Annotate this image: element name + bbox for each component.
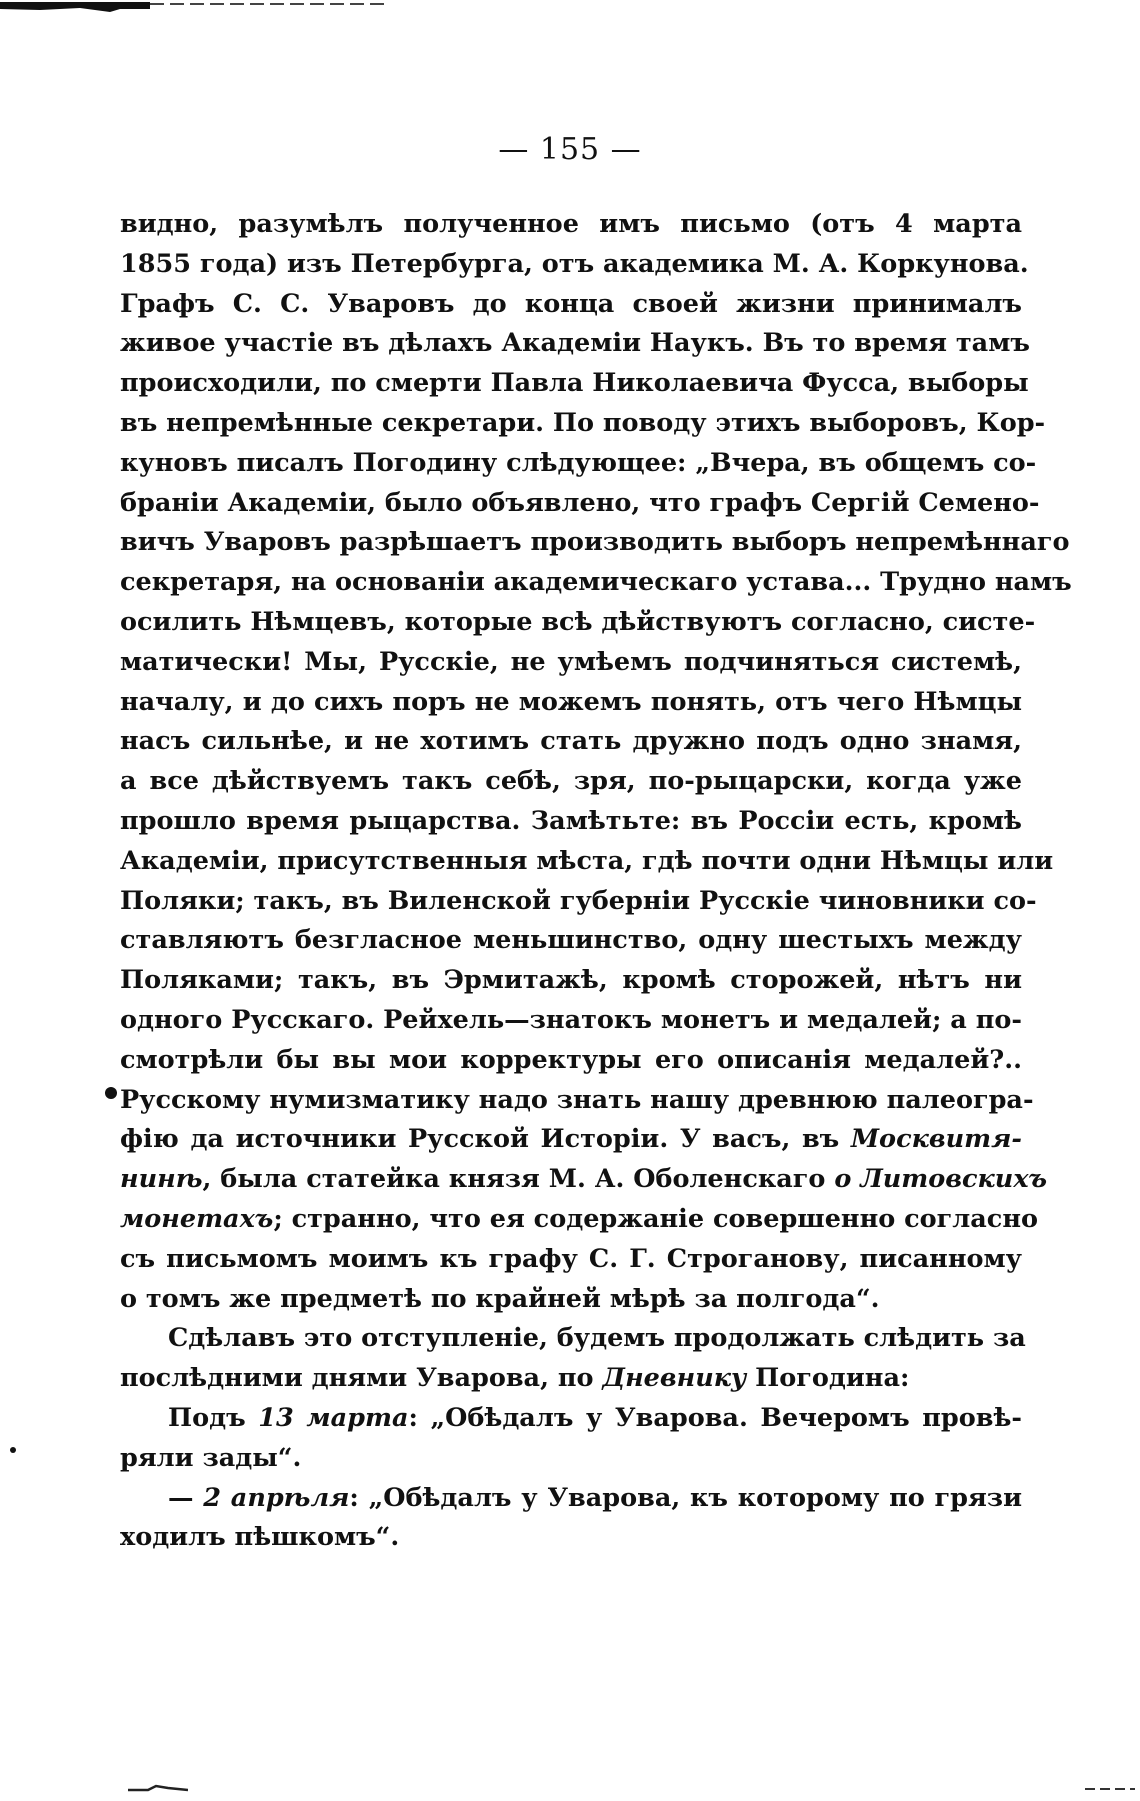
italic-text: Дневнику bbox=[602, 1363, 747, 1394]
text-segment: а все дѣйствуемъ такъ себѣ, зря, по-рыцарски, когда уже bbox=[120, 766, 1022, 797]
text-line bbox=[120, 1160, 1048, 1200]
text-segment: фію да источники Русской Исторіи. У васъ, въ bbox=[120, 1124, 851, 1155]
text-segment: съ письмомъ моимъ къ графу С. Г. Строганову, писанному bbox=[120, 1243, 1022, 1274]
text-segment: въ непремѣнные секретари. По поводу этихъ выборовъ, Кор- bbox=[120, 407, 1046, 438]
text-line bbox=[120, 245, 1029, 285]
scan-edge-mark-bottom-right bbox=[1085, 1786, 1135, 1792]
text-segment: Русскому нумизматику надо знать нашу древнюю палеогра- bbox=[120, 1084, 1034, 1115]
text-line bbox=[120, 205, 1022, 245]
text-segment: 1855 года) изъ Петербурга, отъ академика М. А. Коркунова. bbox=[120, 248, 1029, 279]
text-segment: Поляками; такъ, въ Эрмитажѣ, кромѣ сторожей, нѣтъ ни bbox=[120, 965, 1022, 996]
text-line bbox=[120, 444, 1037, 484]
text-segment: секретаря, на основаніи академическаго устава... Трудно намъ bbox=[120, 567, 1072, 598]
text-line bbox=[120, 1041, 1022, 1081]
italic-text: о Литовскихъ bbox=[834, 1164, 1048, 1195]
text-line bbox=[120, 404, 1046, 444]
text-line bbox=[120, 921, 1022, 961]
scan-edge-mark-bottom bbox=[128, 1784, 188, 1792]
italic-text: монетахъ bbox=[120, 1203, 274, 1234]
text-line bbox=[120, 1439, 1022, 1479]
text-line bbox=[120, 1518, 1022, 1558]
text-segment: Академіи, присутственныя мѣста, гдѣ почти одни Нѣмцы или bbox=[120, 845, 1054, 876]
text-segment: Подъ bbox=[168, 1402, 259, 1433]
text-segment: видно, разумѣлъ полученное имъ письмо (отъ 4 марта bbox=[120, 209, 1022, 239]
text-segment: ходилъ пѣшкомъ“. bbox=[120, 1522, 400, 1553]
text-segment: одного Русскаго. Рейхель—знатокъ монетъ и медалей; а по- bbox=[120, 1004, 1022, 1035]
text-line bbox=[120, 324, 1030, 364]
body-text bbox=[120, 205, 1072, 1558]
text-line bbox=[120, 1120, 1022, 1160]
text-segment: Поляки; такъ, въ Виленской губерніи Русскіе чиновники со- bbox=[120, 885, 1037, 916]
text-line bbox=[120, 484, 1040, 524]
text-segment: браніи Академіи, было объявлено, что графъ Сергій Семено- bbox=[120, 487, 1040, 518]
text-segment: началу, и до сихъ поръ не можемъ понять, отъ чего Нѣмцы bbox=[120, 686, 1022, 717]
text-segment: куновъ писалъ Погодину слѣдующее: „Вчера, въ общемъ со- bbox=[120, 447, 1037, 478]
text-segment: о томъ же предметѣ по крайней мѣрѣ за полгода“. bbox=[120, 1283, 880, 1314]
text-line bbox=[120, 882, 1037, 922]
text-line bbox=[120, 1240, 1022, 1280]
text-segment: живое участіе въ дѣлахъ Академіи Наукъ. Въ то время тамъ bbox=[120, 328, 1030, 359]
text-segment: ; странно, что ея содержаніе совершенно согласно bbox=[273, 1203, 1038, 1234]
text-segment: смотрѣли бы вы мои корректуры его описанія медалей?.. bbox=[120, 1044, 1022, 1075]
text-line bbox=[120, 1280, 1022, 1320]
italic-text: Москвитя- bbox=[850, 1124, 1022, 1155]
text-segment: осилить Нѣмцевъ, которые всѣ дѣйствуютъ согласно, систе- bbox=[120, 606, 1036, 637]
text-segment: Графъ С. С. Уваровъ до конца своей жизни принималъ bbox=[120, 288, 1022, 319]
text-line bbox=[120, 683, 1022, 723]
text-segment: вичъ Уваровъ разрѣшаетъ производить выборъ непремѣннаго bbox=[120, 527, 1070, 558]
margin-ink-dot-small bbox=[10, 1447, 16, 1453]
text-line bbox=[120, 762, 1022, 802]
text-segment: прошло время рыцарства. Замѣтьте: въ Россіи есть, кромѣ bbox=[120, 805, 1022, 836]
text-segment: насъ сильнѣе, и не хотимъ стать дружно подъ одно знамя, bbox=[120, 726, 1022, 757]
text-line bbox=[120, 842, 1054, 882]
text-segment: , была статейка князя М. А. Оболенскаго bbox=[202, 1164, 835, 1195]
italic-text: нинѣ bbox=[120, 1164, 203, 1195]
text-line bbox=[120, 364, 1029, 404]
text-line bbox=[120, 1200, 1038, 1240]
text-line bbox=[120, 563, 1072, 603]
text-segment: : „Обѣдалъ у Уварова. Вечеромъ провѣ- bbox=[408, 1402, 1022, 1433]
text-line bbox=[120, 961, 1022, 1001]
text-line bbox=[120, 603, 1036, 643]
text-segment: матически! Мы, Русскіе, не умѣемъ подчиняться системѣ, bbox=[120, 646, 1022, 677]
text-segment: послѣдними днями Уварова, по bbox=[120, 1363, 603, 1394]
text-line bbox=[120, 1081, 1034, 1121]
text-line bbox=[120, 802, 1022, 842]
text-line bbox=[120, 1479, 1022, 1519]
italic-text: 2 апрѣля bbox=[203, 1482, 350, 1513]
text-line bbox=[120, 1359, 1022, 1399]
text-segment: : „Обѣдалъ у Уварова, къ которому по грязи bbox=[349, 1482, 1022, 1513]
text-line bbox=[120, 643, 1022, 683]
text-line bbox=[120, 722, 1022, 762]
text-segment: ставляютъ безгласное меньшинство, одну шестыхъ между bbox=[120, 925, 1022, 956]
scan-edge-mark-top bbox=[0, 0, 390, 14]
text-line bbox=[120, 1001, 1022, 1041]
text-line bbox=[120, 523, 1070, 563]
text-segment: ряли зады“. bbox=[120, 1442, 302, 1473]
italic-text: 13 марта bbox=[258, 1402, 409, 1433]
text-line bbox=[120, 285, 1022, 325]
text-line bbox=[120, 1319, 1026, 1359]
text-segment: Погодина: bbox=[746, 1363, 910, 1394]
text-segment: Сдѣлавъ это отступленіе, будемъ продолжать слѣдить за bbox=[168, 1323, 1026, 1354]
text-segment: — bbox=[168, 1482, 204, 1513]
text-line bbox=[120, 1399, 1022, 1439]
text-segment: происходили, по смерти Павла Николаевича Фусса, выборы bbox=[120, 368, 1029, 399]
margin-ink-dot bbox=[105, 1087, 117, 1099]
page-number: — 155 — bbox=[498, 132, 642, 167]
